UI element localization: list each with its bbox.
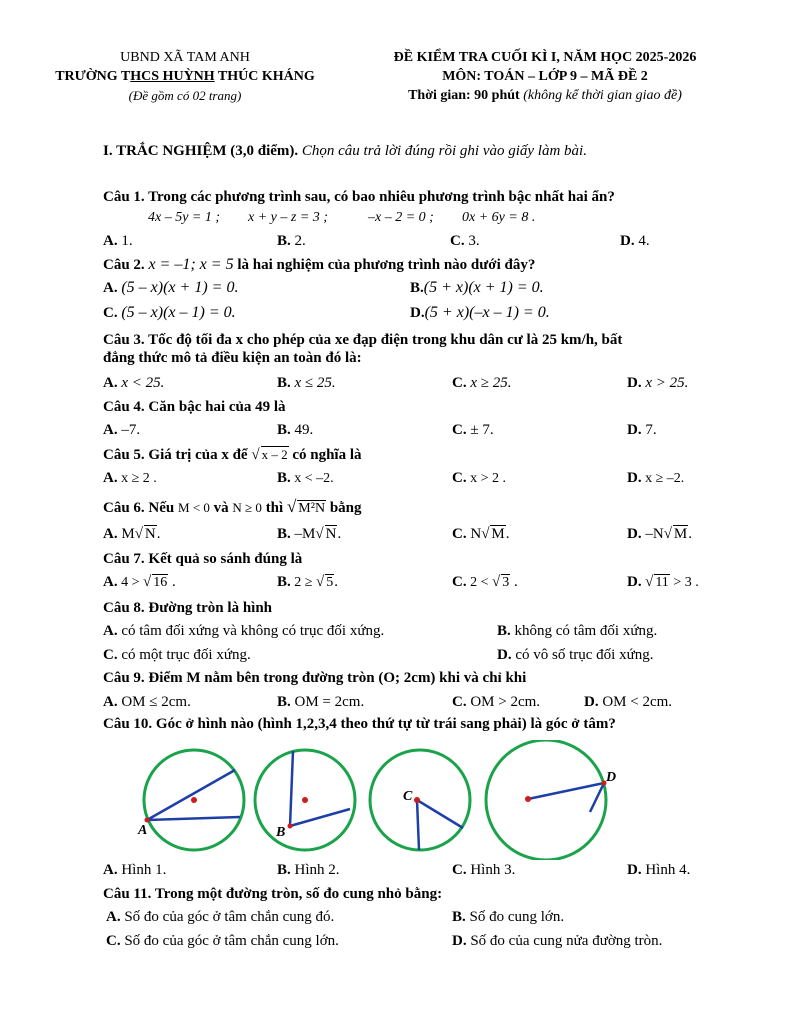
- q9-option-c[interactable]: C. OM > 2cm.: [452, 694, 541, 710]
- q7-option-d[interactable]: D. √ 11 > 3 .: [627, 574, 699, 591]
- q5-option-a[interactable]: A. x ≥ 2 .: [103, 470, 157, 486]
- q6-option-b[interactable]: B. –M√ N.: [277, 525, 341, 543]
- page-count-note: (Đề gồm có 02 trang): [128, 88, 242, 103]
- figure-1: [137, 750, 244, 850]
- figure-2-point-b: [288, 824, 293, 829]
- figure-4-circle: [486, 740, 606, 860]
- figure-1-point-a: [145, 818, 150, 823]
- figure-2-chord-2: [290, 809, 350, 826]
- q1-option-a[interactable]: A. 1.: [103, 233, 133, 249]
- q11-stem: Câu 11. Trong một đường tròn, số đo cung nhỏ bằng:: [103, 886, 443, 902]
- figure-1-label-a: A: [138, 823, 148, 838]
- figure-3-radius-1: [417, 800, 419, 850]
- q11-option-c[interactable]: C. Số đo của góc ở tâm chắn cung lớn.: [106, 933, 339, 949]
- q1-eq4: 0x + 6y = 8 .: [462, 210, 536, 225]
- q5-option-d[interactable]: D. x ≥ –2.: [627, 470, 685, 486]
- figure-1-chord-2: [147, 817, 240, 820]
- q7-option-a[interactable]: A. 4 > √ 16 .: [103, 574, 176, 591]
- q7-stem: Câu 7. Kết quả so sánh đúng là: [103, 551, 303, 567]
- q4-option-d[interactable]: D. 7.: [627, 422, 657, 438]
- q9-option-a[interactable]: A. OM ≤ 2cm.: [103, 694, 191, 710]
- exam-subject: MÔN: TOÁN – LỚP 9 – MÃ ĐỀ 2: [442, 69, 648, 84]
- figure-1-center-dot: [191, 797, 197, 803]
- figure-4: [486, 740, 616, 860]
- q4-option-c[interactable]: C. ± 7.: [452, 422, 494, 438]
- q2-option-b[interactable]: B.(5 + x)(x + 1) = 0.: [410, 279, 544, 296]
- figure-2: [255, 750, 355, 850]
- figure-4-line-1: [528, 783, 604, 799]
- q3-option-c[interactable]: C. x ≥ 25.: [452, 375, 512, 391]
- figure-3-center-dot: [414, 797, 420, 803]
- q2-option-d[interactable]: D.(5 + x)(–x – 1) = 0.: [410, 304, 550, 321]
- q11-option-a[interactable]: A. Số đo của góc ở tâm chắn cung đó.: [106, 909, 335, 925]
- q1-option-d[interactable]: D. 4.: [620, 233, 650, 249]
- q3-option-d[interactable]: D. x > 25.: [627, 375, 689, 391]
- q1-stem: Câu 1. Trong các phương trình sau, có bao nhiêu phương trình bậc nhất hai ẩn?: [103, 189, 615, 205]
- exam-duration: Thời gian: 90 phút (không kể thời gian giao đề): [408, 88, 682, 103]
- q6-option-d[interactable]: D. –N√ M.: [627, 525, 692, 543]
- q6-stem: Câu 6. Nếu M < 0 và N ≥ 0 thì √ M²N bằng: [103, 497, 362, 517]
- q1-option-c[interactable]: C. 3.: [450, 233, 480, 249]
- q8-option-b[interactable]: B. không có tâm đối xứng.: [497, 623, 658, 639]
- q4-option-a[interactable]: A. –7.: [103, 422, 141, 438]
- q10-stem: Câu 10. Góc ở hình nào (hình 1,2,3,4 theo thứ tự từ trái sang phải) là góc ở tâm?: [103, 716, 616, 732]
- q5-stem: Câu 5. Giá trị của x để √ x – 2 có nghĩa là: [103, 446, 362, 464]
- q7-option-c[interactable]: C. 2 < √ 3 .: [452, 574, 518, 591]
- q5-option-c[interactable]: C. x > 2 .: [452, 470, 506, 486]
- header-right: [330, 50, 760, 104]
- q3-stem-line2: đẳng thức mô tả điều kiện an toàn đó là:: [103, 350, 362, 366]
- figure-3: [370, 750, 470, 850]
- q10-option-d[interactable]: D. Hình 4.: [627, 862, 691, 878]
- q3-option-b[interactable]: B. x ≤ 25.: [277, 375, 336, 391]
- q10-option-c[interactable]: C. Hình 3.: [452, 862, 516, 878]
- q1-eq1: 4x – 5y = 1 ;: [148, 210, 221, 225]
- figure-4-label-d: D: [606, 770, 617, 785]
- school-name: TRƯỜNG THCS HUỲNH THÚC KHÁNG: [55, 69, 315, 84]
- q2-option-c[interactable]: C. (5 – x)(x – 1) = 0.: [103, 304, 236, 321]
- q11-option-b[interactable]: B. Số đo cung lớn.: [452, 909, 565, 925]
- header-left: [40, 50, 330, 104]
- q9-option-d[interactable]: D. OM < 2cm.: [584, 694, 673, 710]
- q4-option-b[interactable]: B. 49.: [277, 422, 314, 438]
- q1-eq3: –x – 2 = 0 ;: [368, 210, 434, 225]
- figure-2-center-dot: [302, 797, 308, 803]
- q4-stem: Câu 4. Căn bậc hai của 49 là: [103, 399, 286, 415]
- q1-eq2: x + y – z = 3 ;: [248, 210, 328, 225]
- figure-2-chord-1: [290, 751, 293, 826]
- figure-3-label-c: C: [403, 789, 413, 804]
- figure-3-radius-2: [417, 800, 463, 828]
- q5-option-b[interactable]: B. x < –2.: [277, 470, 334, 486]
- figure-1-chord-1: [147, 770, 235, 820]
- q10-figures: [0, 740, 792, 860]
- section-title: I. TRẮC NGHIỆM (3,0 điểm). Chọn câu trả lời đúng rồi ghi vào giấy làm bài.: [103, 143, 587, 159]
- q8-option-d[interactable]: D. có vô số trục đối xứng.: [497, 647, 654, 663]
- q10-option-b[interactable]: B. Hình 2.: [277, 862, 340, 878]
- figure-4-line-2: [590, 783, 604, 812]
- exam-title: ĐỀ KIỂM TRA CUỐI KÌ I, NĂM HỌC 2025-2026: [393, 50, 697, 65]
- q7-option-b[interactable]: B. 2 ≥ √ 5.: [277, 574, 338, 591]
- figure-2-label-b: B: [276, 825, 286, 840]
- figure-4-center-dot: [525, 796, 531, 802]
- q8-stem: Câu 8. Đường tròn là hình: [103, 600, 273, 616]
- authority-name: UBND XÃ TAM ANH: [120, 50, 250, 65]
- q2-option-a[interactable]: A. (5 – x)(x + 1) = 0.: [103, 279, 239, 296]
- q11-option-d[interactable]: D. Số đo của cung nửa đường tròn.: [452, 933, 663, 949]
- q2-stem: Câu 2. x = –1; x = 5 là hai nghiệm của phương trình nào dưới đây?: [103, 256, 536, 273]
- q10-option-a[interactable]: A. Hình 1.: [103, 862, 167, 878]
- q6-option-c[interactable]: C. N√ M.: [452, 525, 510, 543]
- q3-stem-line1: Câu 3. Tốc độ tối đa x cho phép của xe đạp điện trong khu dân cư là 25 km/h, bất: [103, 332, 623, 348]
- q6-option-a[interactable]: A. M√ N.: [103, 525, 161, 543]
- q9-stem: Câu 9. Điểm M nằm bên trong đường tròn (O; 2cm) khi và chỉ khi: [103, 670, 527, 686]
- q8-option-a[interactable]: A. có tâm đối xứng và không có trục đối xứng.: [103, 623, 385, 639]
- q1-option-b[interactable]: B. 2.: [277, 233, 306, 249]
- q3-option-a[interactable]: A. x < 25.: [103, 375, 165, 391]
- q8-option-c[interactable]: C. có một trục đối xứng.: [103, 647, 251, 663]
- q9-option-b[interactable]: B. OM = 2cm.: [277, 694, 365, 710]
